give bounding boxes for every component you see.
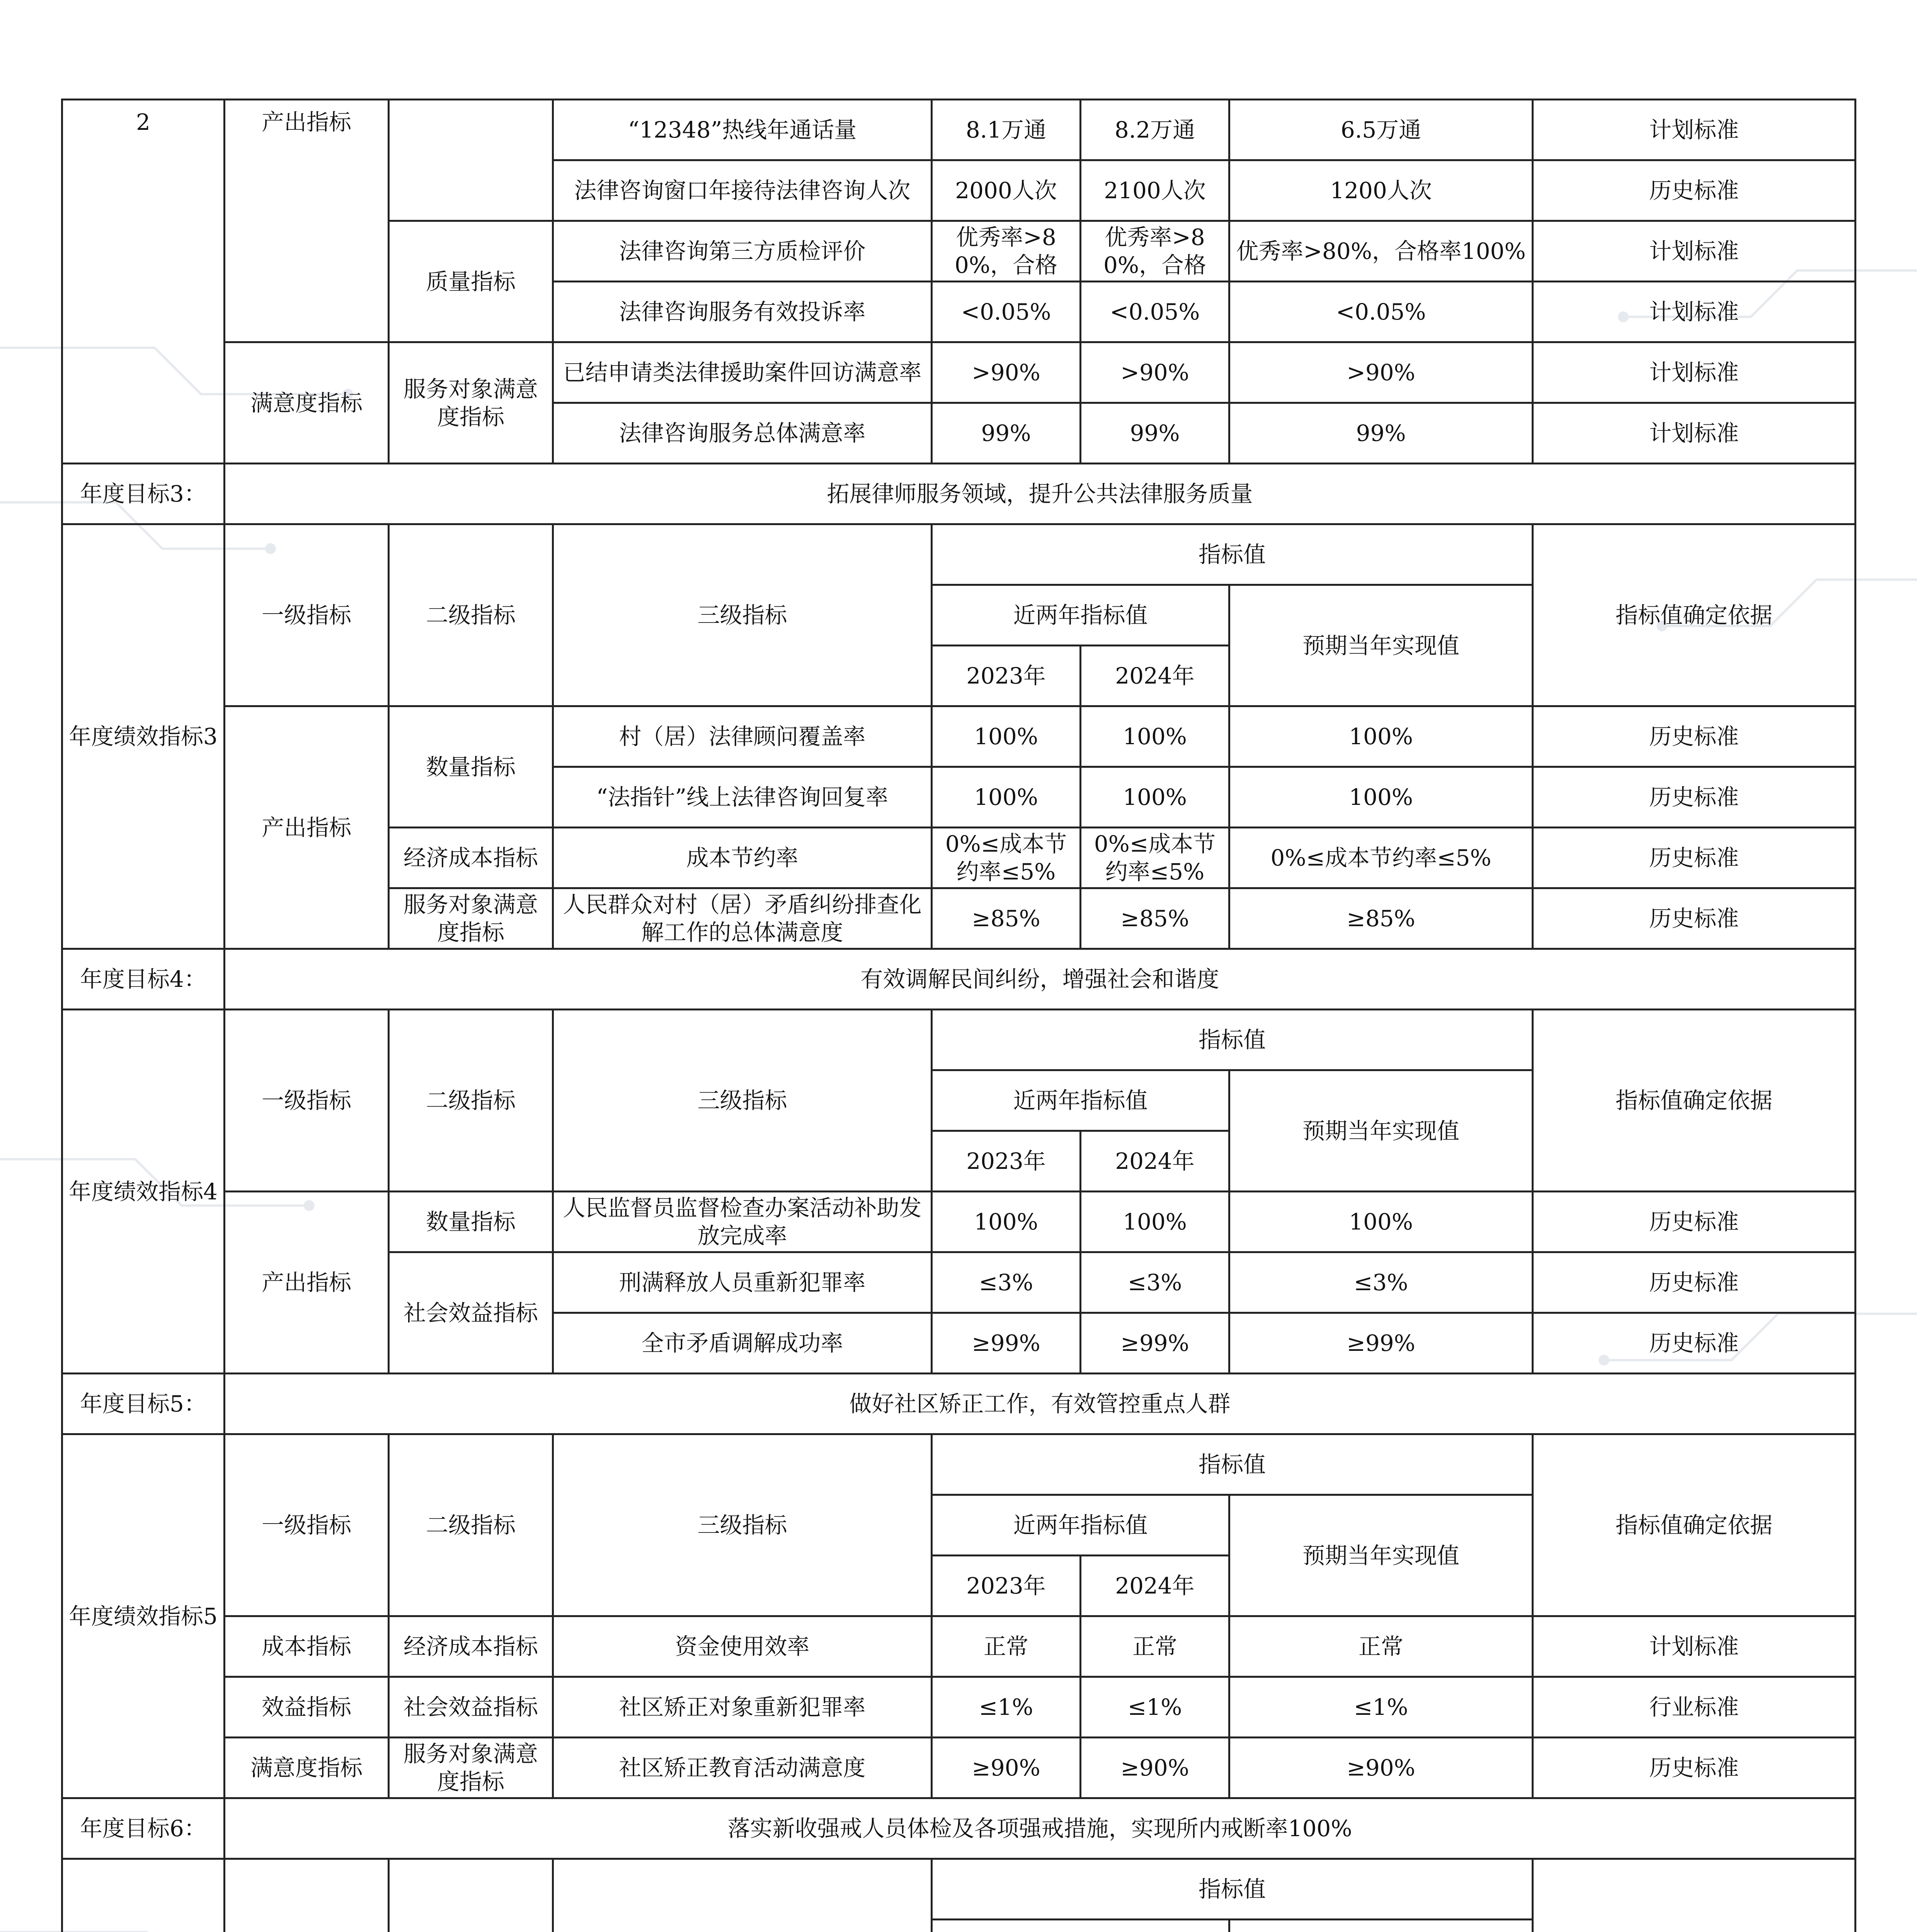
basis-cell: 历史标准 [1533,767,1856,828]
value-2023-cell: <0.05% [932,282,1081,342]
goal-label: 年度目标5： [62,1374,225,1434]
level3-cell: 刑满释放人员重新犯罪率 [553,1252,932,1313]
level2-cell: 数量指标 [389,1192,553,1252]
value-2024-cell: 8.2万通 [1081,100,1229,160]
indicator-group-label: 年度绩效指标3 [62,524,225,949]
level3-cell: 社区矫正对象重新犯罪率 [553,1677,932,1738]
header-indicator-value: 指标值 [932,1434,1533,1495]
header-expected: 预期当年实现值 [1229,585,1533,706]
value-2024-cell: 优秀率>80%，合格 [1081,221,1229,282]
table-row [62,1677,1856,1738]
value-2023-cell: 99% [932,403,1081,464]
expected-value-cell: >90% [1229,342,1533,403]
table-row [62,706,1856,767]
value-2023-cell: 100% [932,1192,1081,1252]
header-year-2023: 2023年 [932,1131,1081,1192]
header-recent-years [932,1920,1229,1932]
expected-value-cell: 0%≤成本节约率≤5% [1229,828,1533,888]
table-row [62,100,1856,160]
level3-cell: 法律咨询窗口年接待法律咨询人次 [553,160,932,221]
goal-row [62,1374,1856,1434]
level3-cell: 法律咨询服务有效投诉率 [553,282,932,342]
expected-value-cell: 优秀率>80%，合格率100% [1229,221,1533,282]
performance-indicator-table [61,99,1856,1932]
expected-value-cell: <0.05% [1229,282,1533,342]
value-2023-cell: 优秀率>80%，合格 [932,221,1081,282]
goal-row [62,949,1856,1010]
level2-cell: 经济成本指标 [389,1616,553,1677]
level3-cell: “法指针”线上法律咨询回复率 [553,767,932,828]
level3-cell: 人民群众对村（居）矛盾纠纷排查化解工作的总体满意度 [553,888,932,949]
expected-value-cell: 99% [1229,403,1533,464]
basis-cell: 计划标准 [1533,1616,1856,1677]
level3-cell: 法律咨询第三方质检评价 [553,221,932,282]
goal-text: 有效调解民间纠纷，增强社会和谐度 [225,949,1856,1010]
goal-label: 年度目标6： [62,1798,225,1859]
value-2023-cell: 100% [932,767,1081,828]
basis-cell: 历史标准 [1533,1252,1856,1313]
header-row [62,1434,1856,1495]
basis-cell: 历史标准 [1533,1313,1856,1374]
header-recent-years: 近两年指标值 [932,585,1229,646]
basis-cell: 历史标准 [1533,160,1856,221]
level1-cell: 产出指标 [225,100,389,342]
value-2023-cell: >90% [932,342,1081,403]
level3-cell: 法律咨询服务总体满意率 [553,403,932,464]
level3-cell: 成本节约率 [553,828,932,888]
value-2024-cell: ≥85% [1081,888,1229,949]
header-level1 [225,1859,389,1932]
indicator-group-label: 年度绩效指标5 [62,1434,225,1798]
basis-cell: 历史标准 [1533,1192,1856,1252]
level1-cell: 成本指标 [225,1616,389,1677]
header-level1: 一级指标 [225,1010,389,1192]
level1-cell: 满意度指标 [225,1738,389,1798]
header-row [62,1859,1856,1920]
value-2024-cell: 100% [1081,767,1229,828]
header-indicator-value: 指标值 [932,524,1533,585]
basis-cell: 计划标准 [1533,342,1856,403]
header-recent-years: 近两年指标值 [932,1070,1229,1131]
basis-cell: 计划标准 [1533,100,1856,160]
basis-cell: 行业标准 [1533,1677,1856,1738]
basis-cell: 历史标准 [1533,706,1856,767]
value-2024-cell: 99% [1081,403,1229,464]
header-recent-years: 近两年指标值 [932,1495,1229,1556]
basis-cell: 计划标准 [1533,403,1856,464]
header-row [62,524,1856,585]
header-level3: 三级指标 [553,1434,932,1616]
goal-text: 做好社区矫正工作，有效管控重点人群 [225,1374,1856,1434]
value-2024-cell: 100% [1081,706,1229,767]
level3-cell: 资金使用效率 [553,1616,932,1677]
level3-cell: 社区矫正教育活动满意度 [553,1738,932,1798]
level1-cell: 产出指标 [225,706,389,949]
level3-cell: 人民监督员监督检查办案活动补助发放完成率 [553,1192,932,1252]
header-indicator-value: 指标值 [932,1010,1533,1070]
expected-value-cell: ≥85% [1229,888,1533,949]
value-2024-cell: 0%≤成本节约率≤5% [1081,828,1229,888]
header-level1: 一级指标 [225,524,389,706]
header-expected [1229,1920,1533,1932]
value-2024-cell: >90% [1081,342,1229,403]
value-2024-cell: ≤3% [1081,1252,1229,1313]
level2-cell: 服务对象满意度指标 [389,1738,553,1798]
value-2023-cell: 2000人次 [932,160,1081,221]
header-level3 [553,1859,932,1932]
level2-cell-empty [389,100,553,221]
indicator-group-label: 2 [62,100,225,464]
basis-cell: 历史标准 [1533,828,1856,888]
table-row [62,1616,1856,1677]
level2-cell: 质量指标 [389,221,553,342]
expected-value-cell: 100% [1229,767,1533,828]
level2-cell: 经济成本指标 [389,828,553,888]
indicator-group-label: 年度绩效指标4 [62,1010,225,1374]
table-row [62,342,1856,403]
expected-value-cell: ≤3% [1229,1252,1533,1313]
value-2023-cell: 正常 [932,1616,1081,1677]
header-year-2024: 2024年 [1081,646,1229,706]
expected-value-cell: ≥99% [1229,1313,1533,1374]
header-basis [1533,1859,1856,1932]
level1-cell: 满意度指标 [225,342,389,464]
header-level2: 二级指标 [389,524,553,706]
header-year-2024: 2024年 [1081,1556,1229,1616]
level2-cell: 服务对象满意度指标 [389,342,553,464]
expected-value-cell: 1200人次 [1229,160,1533,221]
level2-cell: 数量指标 [389,706,553,828]
basis-cell: 历史标准 [1533,888,1856,949]
header-row [62,1010,1856,1070]
expected-value-cell: ≤1% [1229,1677,1533,1738]
level3-cell: 全市矛盾调解成功率 [553,1313,932,1374]
expected-value-cell: 6.5万通 [1229,100,1533,160]
header-basis: 指标值确定依据 [1533,1010,1856,1192]
value-2024-cell: ≤1% [1081,1677,1229,1738]
header-basis: 指标值确定依据 [1533,1434,1856,1616]
header-indicator-value: 指标值 [932,1859,1533,1920]
level3-cell: 已结申请类法律援助案件回访满意率 [553,342,932,403]
level3-cell: “12348”热线年通话量 [553,100,932,160]
goal-label: 年度目标3： [62,464,225,524]
goal-row [62,1798,1856,1859]
value-2024-cell: 正常 [1081,1616,1229,1677]
header-level1: 一级指标 [225,1434,389,1616]
expected-value-cell: 正常 [1229,1616,1533,1677]
value-2024-cell: ≥99% [1081,1313,1229,1374]
goal-row [62,464,1856,524]
value-2023-cell: ≥90% [932,1738,1081,1798]
value-2024-cell: 2100人次 [1081,160,1229,221]
header-level2 [389,1859,553,1932]
header-year-2023: 2023年 [932,1556,1081,1616]
header-level2: 二级指标 [389,1434,553,1616]
table-row [62,1192,1856,1252]
expected-value-cell: 100% [1229,1192,1533,1252]
expected-value-cell: ≥90% [1229,1738,1533,1798]
table-row [62,1738,1856,1798]
header-level2: 二级指标 [389,1010,553,1192]
goal-text: 落实新收强戒人员体检及各项强戒措施，实现所内戒断率100% [225,1798,1856,1859]
value-2023-cell: 8.1万通 [932,100,1081,160]
basis-cell: 计划标准 [1533,282,1856,342]
level1-cell: 产出指标 [225,1192,389,1374]
header-level3: 三级指标 [553,524,932,706]
header-year-2024: 2024年 [1081,1131,1229,1192]
value-2024-cell: 100% [1081,1192,1229,1252]
value-2023-cell: ≤1% [932,1677,1081,1738]
value-2023-cell: ≥85% [932,888,1081,949]
level1-cell: 效益指标 [225,1677,389,1738]
value-2023-cell: ≥99% [932,1313,1081,1374]
value-2024-cell: <0.05% [1081,282,1229,342]
header-basis: 指标值确定依据 [1533,524,1856,706]
level2-cell: 服务对象满意度指标 [389,888,553,949]
value-2023-cell: ≤3% [932,1252,1081,1313]
value-2023-cell: 0%≤成本节约率≤5% [932,828,1081,888]
indicator-group-label [62,1859,225,1932]
goal-label: 年度目标4： [62,949,225,1010]
level2-cell: 社会效益指标 [389,1252,553,1374]
level2-cell: 社会效益指标 [389,1677,553,1738]
header-level3: 三级指标 [553,1010,932,1192]
expected-value-cell: 100% [1229,706,1533,767]
value-2023-cell: 100% [932,706,1081,767]
header-expected: 预期当年实现值 [1229,1495,1533,1616]
level3-cell: 村（居）法律顾问覆盖率 [553,706,932,767]
value-2024-cell: ≥90% [1081,1738,1229,1798]
header-year-2023: 2023年 [932,646,1081,706]
header-expected: 预期当年实现值 [1229,1070,1533,1192]
goal-text: 拓展律师服务领域，提升公共法律服务质量 [225,464,1856,524]
basis-cell: 历史标准 [1533,1738,1856,1798]
basis-cell: 计划标准 [1533,221,1856,282]
